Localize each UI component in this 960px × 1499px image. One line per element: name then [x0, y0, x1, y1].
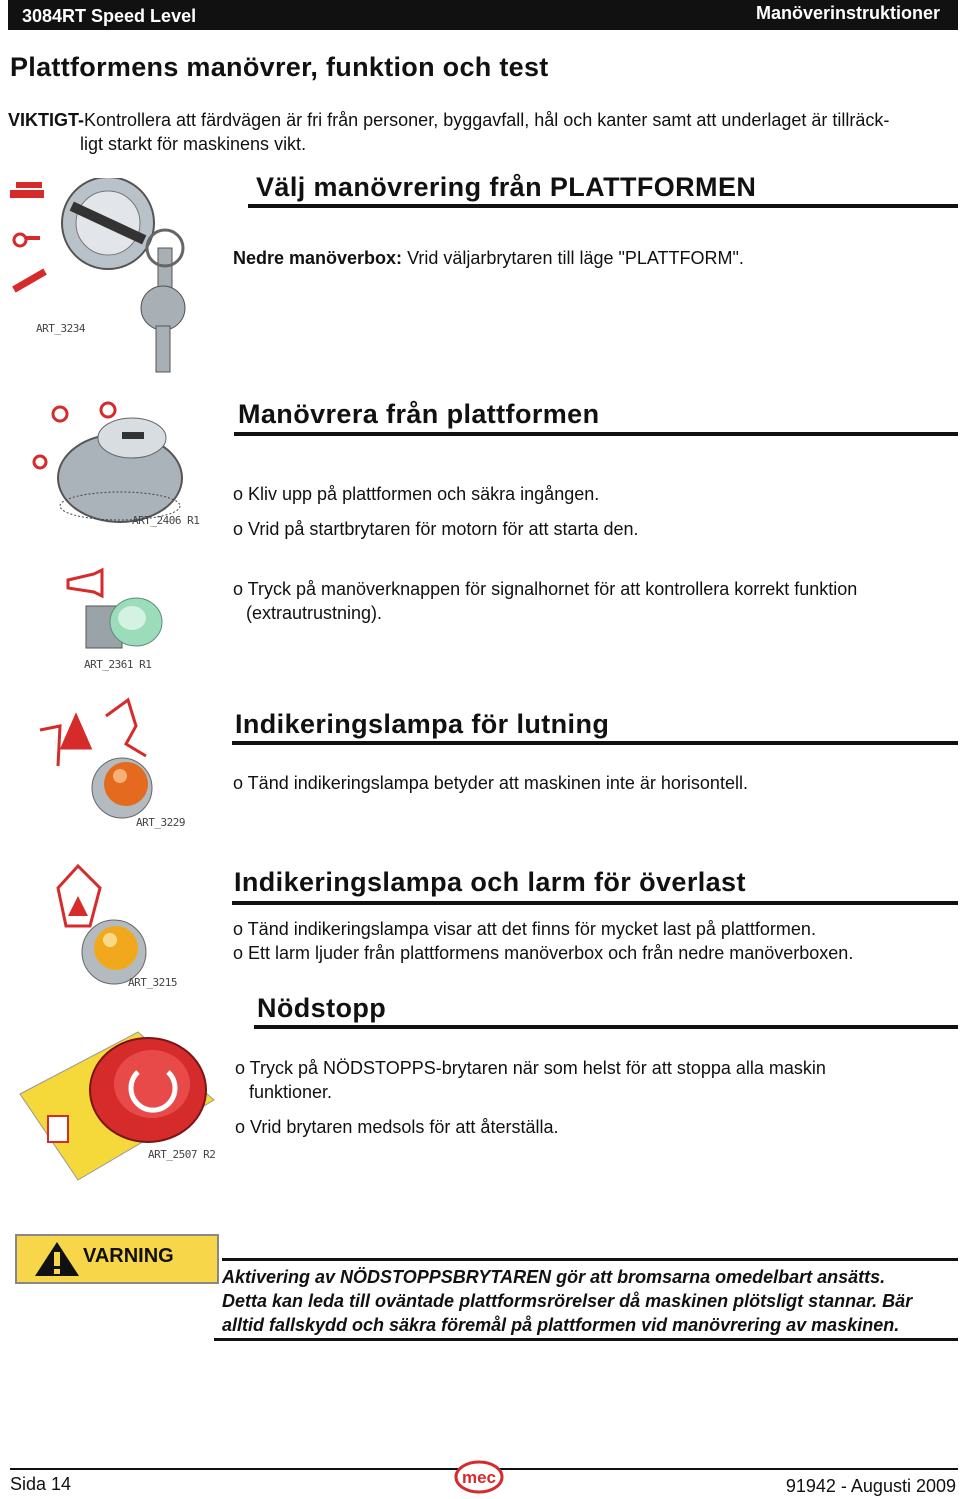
section-title-emergency-stop: Nödstopp	[257, 993, 387, 1023]
mec-logo-icon	[454, 1460, 504, 1494]
mec-logo	[454, 1460, 504, 1494]
art-caption: ART_2361 R1	[84, 658, 152, 671]
page-title: Plattformens manövrer, funktion och test	[10, 52, 549, 82]
section-rule	[232, 901, 958, 905]
intro-text: Kontrollera att färdvägen är fri från personer, byggavfall, hål och kanter samt att underlaget är tillräck-	[84, 110, 890, 130]
list-item: o Kliv upp på plattformen och säkra ingången.	[233, 484, 600, 504]
overload-lamp-illustration	[50, 862, 190, 992]
section-rule	[232, 741, 958, 745]
list-item: o Ett larm ljuder från plattformens manöverbox och från nedre manöverboxen.	[233, 943, 854, 963]
warning-label-box	[15, 1234, 219, 1284]
section-title-operate-platform: Manövrera från plattformen	[238, 399, 600, 429]
section-1-text	[233, 246, 744, 270]
overload-icon	[50, 862, 190, 992]
intro-text-2: ligt starkt för maskinens vikt.	[80, 134, 307, 154]
warning-top-rule	[222, 1258, 958, 1261]
tilt-alarm-icon	[36, 696, 186, 826]
list-item: o Tryck på NÖDSTOPPS-brytaren när som helst för att stoppa alla maskin	[235, 1058, 826, 1078]
warning-line-2: Detta kan leda till oväntade plattformsrörelser då maskinen plötsligt stannar. Bär	[222, 1291, 913, 1311]
document-id-date: 91942 - Augusti 2009	[785, 1476, 956, 1496]
section-title-select-platform: Välj manövrering från PLATTFORMEN	[256, 172, 757, 202]
list-item-continued: funktioner.	[249, 1082, 333, 1102]
section-rule	[254, 1025, 958, 1029]
intro-note	[8, 108, 948, 156]
mec-logo-text: mec	[461, 1468, 497, 1487]
ignition-switch-icon	[30, 398, 210, 528]
art-caption: ART_2406 R1	[132, 514, 200, 527]
horn-button-illustration	[62, 566, 182, 666]
list-item: o Vrid på startbrytaren för motorn för att starta den.	[233, 519, 639, 539]
art-caption: ART_2507 R2	[148, 1148, 216, 1161]
list-item: o Vrid brytaren medsols för att återställa.	[235, 1117, 559, 1137]
emergency-stop-illustration	[18, 1020, 218, 1190]
warning-triangle-icon	[33, 1240, 81, 1278]
warning-bottom-rule	[214, 1338, 958, 1341]
warning-line-3: alltid fallskydd och säkra föremål på plattformen vid manövrering av maskinen.	[222, 1315, 900, 1335]
lower-control-box-label: Nedre manöverbox:	[233, 248, 403, 268]
warning-text	[222, 1265, 960, 1337]
lower-control-box-text: Vrid väljarbrytaren till läge "PLATTFORM".	[402, 248, 744, 268]
emergency-stop-icon	[18, 1020, 218, 1190]
horn-icon	[62, 566, 182, 666]
header-section: Manöverinstruktioner	[755, 3, 940, 23]
intro-label: VIKTIGT-	[8, 110, 84, 130]
warning-label: VARNING	[83, 1245, 174, 1267]
section-title-overload: Indikeringslampa och larm för överlast	[234, 867, 746, 897]
header-model: 3084RT Speed Level	[22, 6, 197, 26]
art-caption: ART_3234	[36, 322, 85, 335]
key-switch-icon	[8, 178, 218, 378]
section-rule	[234, 432, 958, 436]
header-bar	[8, 0, 958, 30]
list-item: o Tänd indikeringslampa visar att det finns för mycket last på plattformen.	[233, 919, 816, 939]
art-caption: ART_3215	[128, 976, 177, 989]
ignition-switch-illustration	[30, 398, 210, 528]
key-switch-illustration	[8, 178, 218, 378]
list-item-continued: (extrautrustning).	[246, 603, 383, 623]
list-item: o Tänd indikeringslampa betyder att maskinen inte är horisontell.	[233, 773, 748, 793]
section-rule	[248, 204, 958, 208]
art-caption: ART_3229	[136, 816, 185, 829]
page-number: Sida 14	[10, 1474, 72, 1494]
list-item: o Tryck på manöverknappen för signalhornet för att kontrollera korrekt funktion	[233, 579, 858, 599]
section-title-tilt-lamp: Indikeringslampa för lutning	[235, 709, 610, 739]
tilt-lamp-illustration	[36, 696, 186, 826]
warning-line-1: Aktivering av NÖDSTOPPSBRYTAREN gör att bromsarna omedelbart ansätts.	[222, 1267, 886, 1287]
